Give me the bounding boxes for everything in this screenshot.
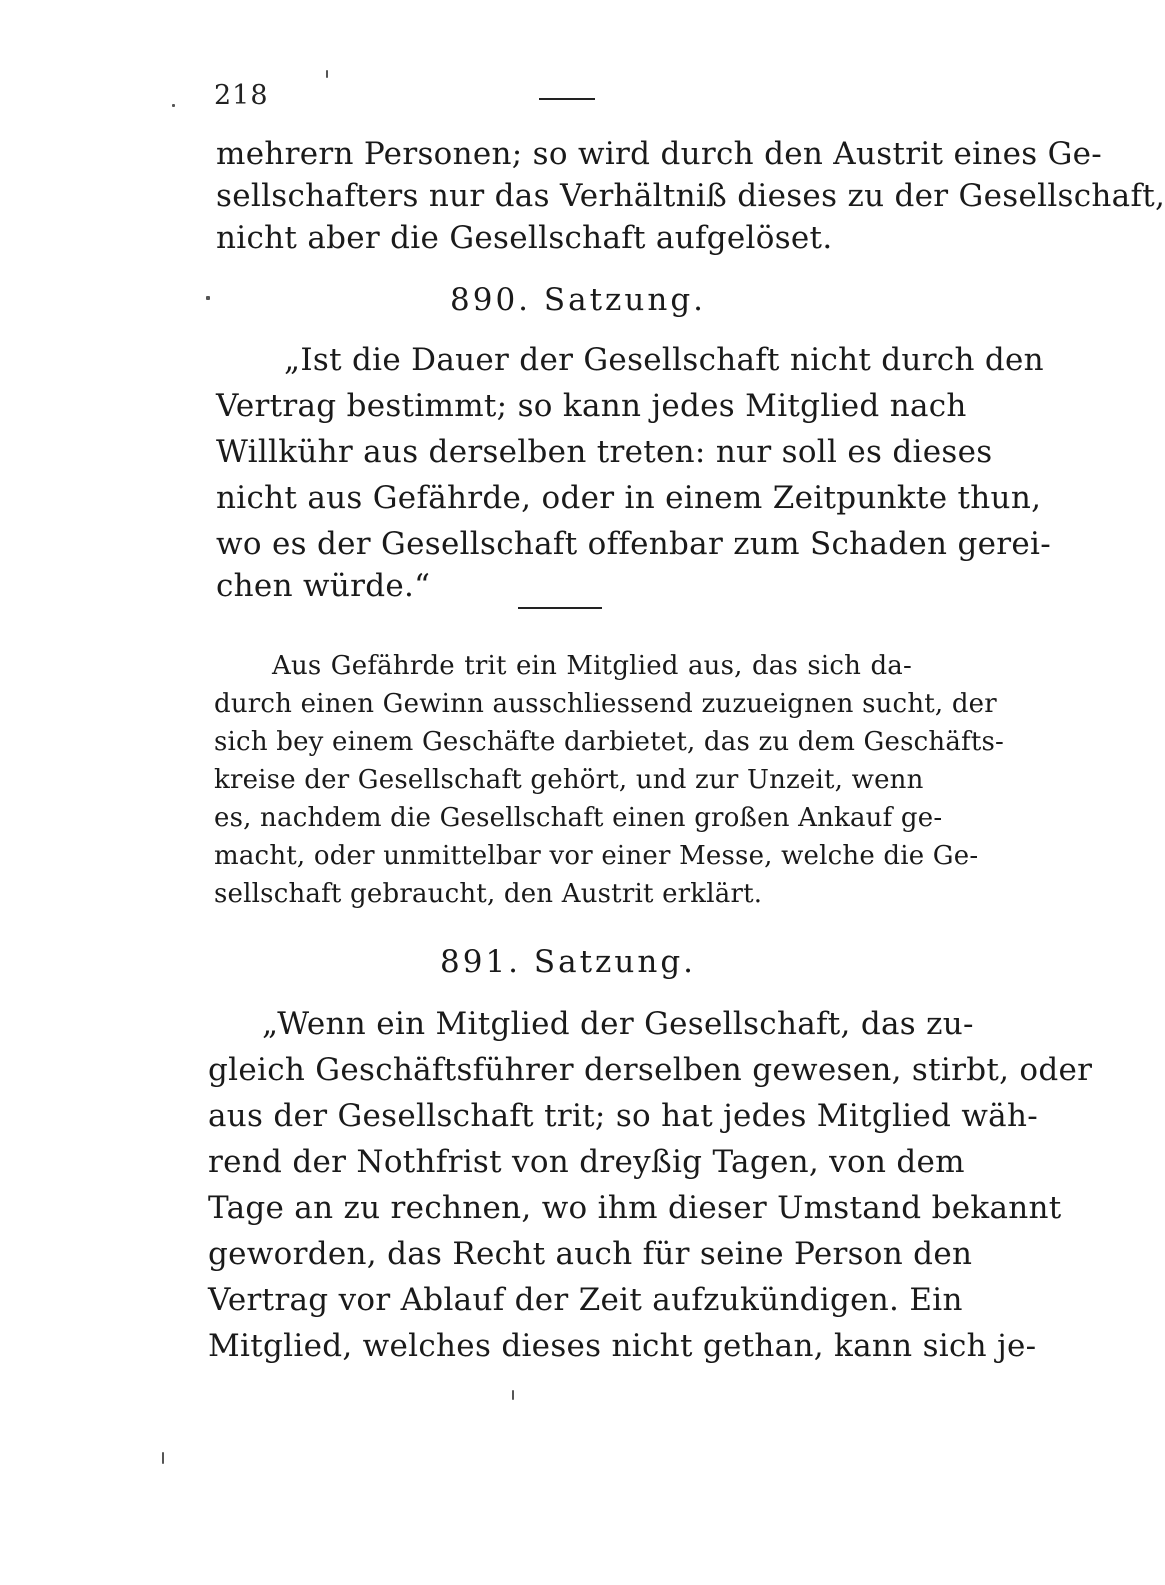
scan-speck: [162, 1452, 164, 1464]
text-line: aus der Gesellschaft trit; so hat jedes Mitglied wäh-: [208, 1098, 1038, 1134]
section-divider-rule: [518, 607, 602, 609]
text-line: macht, oder unmittelbar vor einer Messe, welche die Ge-: [214, 841, 979, 871]
text-line: kreise der Gesellschaft gehört, und zur Unzeit, wenn: [214, 765, 924, 795]
text-line: nicht aus Gefährde, oder in einem Zeitpunkte thun,: [216, 480, 1042, 516]
page-number: 218: [214, 80, 269, 111]
text-line: Vertrag vor Ablauf der Zeit aufzukündigen. Ein: [208, 1282, 963, 1318]
text-line: Mitglied, welches dieses nicht gethan, kann sich je-: [208, 1328, 1037, 1364]
header-rule: [539, 98, 595, 100]
section-heading-890: 890. Satzung.: [450, 282, 707, 318]
text-line: sellschafters nur das Verhältniß dieses zu der Gesellschaft,: [216, 178, 1165, 214]
scan-speck: [512, 1390, 514, 1400]
text-line: chen würde.“: [216, 568, 431, 604]
running-head: [214, 78, 594, 118]
scan-speck: [326, 70, 328, 78]
text-line: geworden, das Recht auch für seine Person den: [208, 1236, 973, 1272]
text-line: sellschaft gebraucht, den Austrit erklärt.: [214, 879, 763, 909]
text-line: sich bey einem Geschäfte darbietet, das zu dem Geschäfts-: [214, 727, 1005, 757]
text-line: Vertrag bestimmt; so kann jedes Mitglied nach: [216, 388, 967, 424]
section-heading-891: 891. Satzung.: [440, 944, 697, 980]
text-line: wo es der Gesellschaft offenbar zum Schaden gerei-: [216, 526, 1051, 562]
text-line: Aus Gefährde trit ein Mitglied aus, das sich da-: [272, 651, 912, 681]
text-line: „Wenn ein Mitglied der Gesellschaft, das zu-: [262, 1006, 974, 1042]
text-line: Tage an zu rechnen, wo ihm dieser Umstand bekannt: [208, 1190, 1062, 1226]
text-line: „Ist die Dauer der Gesellschaft nicht durch den: [284, 342, 1044, 378]
text-line: mehrern Personen; so wird durch den Austrit eines Ge-: [216, 136, 1103, 172]
text-line: Willkühr aus derselben treten: nur soll es dieses: [216, 434, 993, 470]
text-line: es, nachdem die Gesellschaft einen großen Ankauf ge-: [214, 803, 943, 833]
text-line: rend der Nothfrist von dreyßig Tagen, von dem: [208, 1144, 965, 1180]
text-line: gleich Geschäftsführer derselben gewesen, stirbt, oder: [208, 1052, 1093, 1088]
scan-speck: [206, 296, 210, 300]
text-line: nicht aber die Gesellschaft aufgelöset.: [216, 220, 833, 256]
scan-speck: [172, 104, 175, 107]
text-line: durch einen Gewinn ausschliessend zuzueignen sucht, der: [214, 689, 997, 719]
